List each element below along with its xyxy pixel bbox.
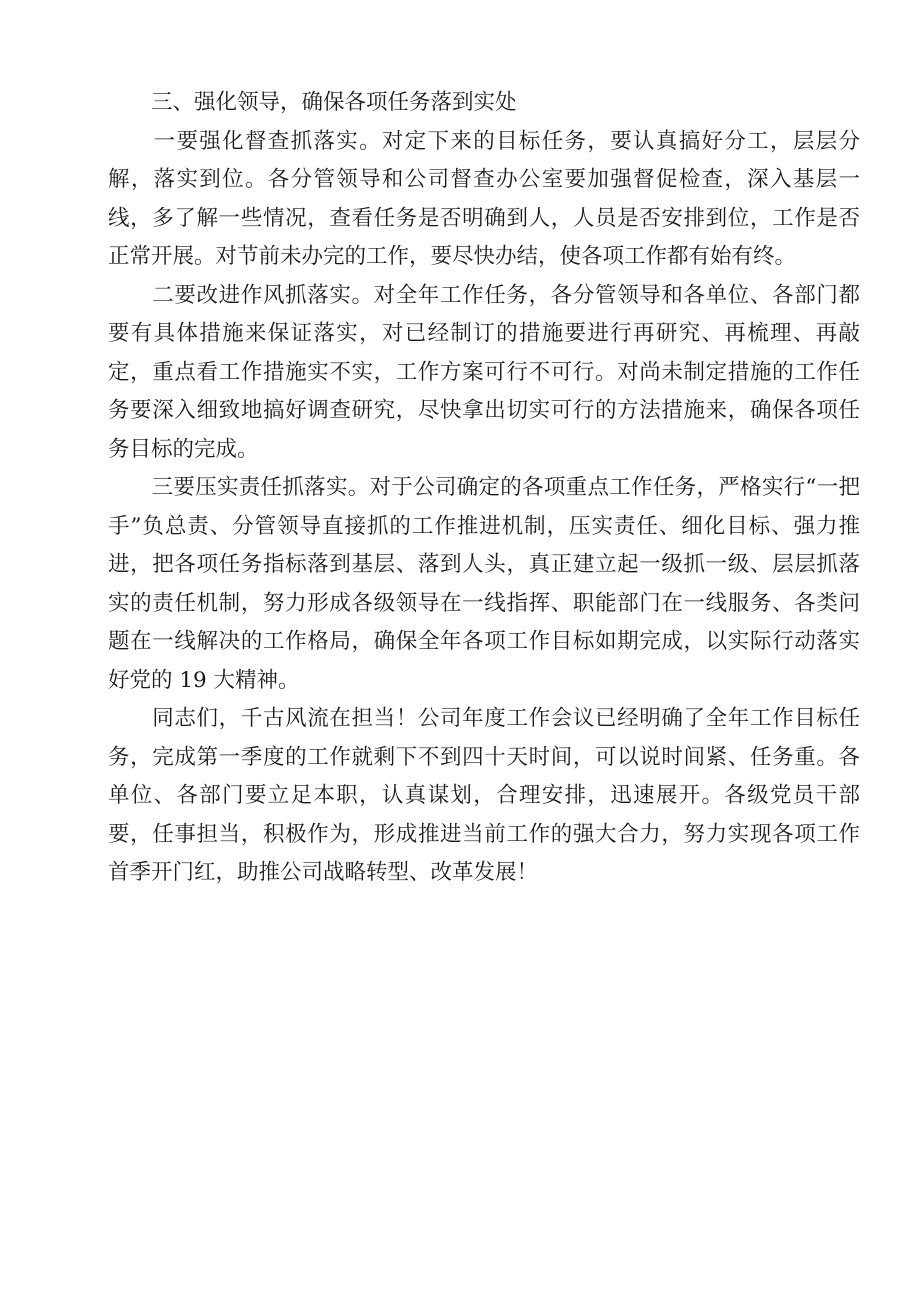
document-body [108, 84, 860, 893]
paragraph-closing: 同志们，千古风流在担当！公司年度工作会议已经明确了全年工作目标任务，完成第一季度的工作就剩下不到四十天时间，可以说时间紧、任务重。各单位、各部门要立足本职，认真谋划，合理安排，迅速展开。各级党员干部要，任事担当，积极作为，形成推进当前工作的强大合力，努力实现各项工作首季开门红，助推公司战略转型、改革发展！ [108, 706, 860, 885]
section-heading: 三、强化领导，确保各项任务落到实处 [108, 90, 517, 115]
paragraph-responsibility: 三要压实责任抓落实。对于公司确定的各项重点工作任务，严格实行“一把手”负总责、分管领导直接抓的工作推进机制，压实责任、细化目标、强力推进，把各项任务指标落到基层、落到人头，真正建立起一级抓一级、层层抓落实的责任机制，努力形成各级领导在一线指挥、职能部门在一线服务、各类问题在一线解决的工作格局，确保全年各项工作目标如期完成，以实际行动落实好党的 19 大精神。 [108, 475, 860, 693]
paragraph-supervision: 一要强化督查抓落实。对定下来的目标任务，要认真搞好分工，层层分解，落实到位。各分管领导和公司督查办公室要加强督促检查，深入基层一线，多了解一些情况，查看任务是否明确到人，人员是否安排到位，工作是否正常开展。对节前未办完的工作，要尽快办结，使各项工作都有始有终。 [108, 128, 860, 269]
paragraph-work-style: 二要改进作风抓落实。对全年工作任务，各分管领导和各单位、各部门都要有具体措施来保证落实，对已经制订的措施要进行再研究、再梳理、再敲定，重点看工作措施实不实，工作方案可行不可行。对尚未制定措施的工作任务要深入细致地搞好调查研究，尽快拿出切实可行的方法措施来，确保各项任务目标的完成。 [108, 282, 860, 462]
